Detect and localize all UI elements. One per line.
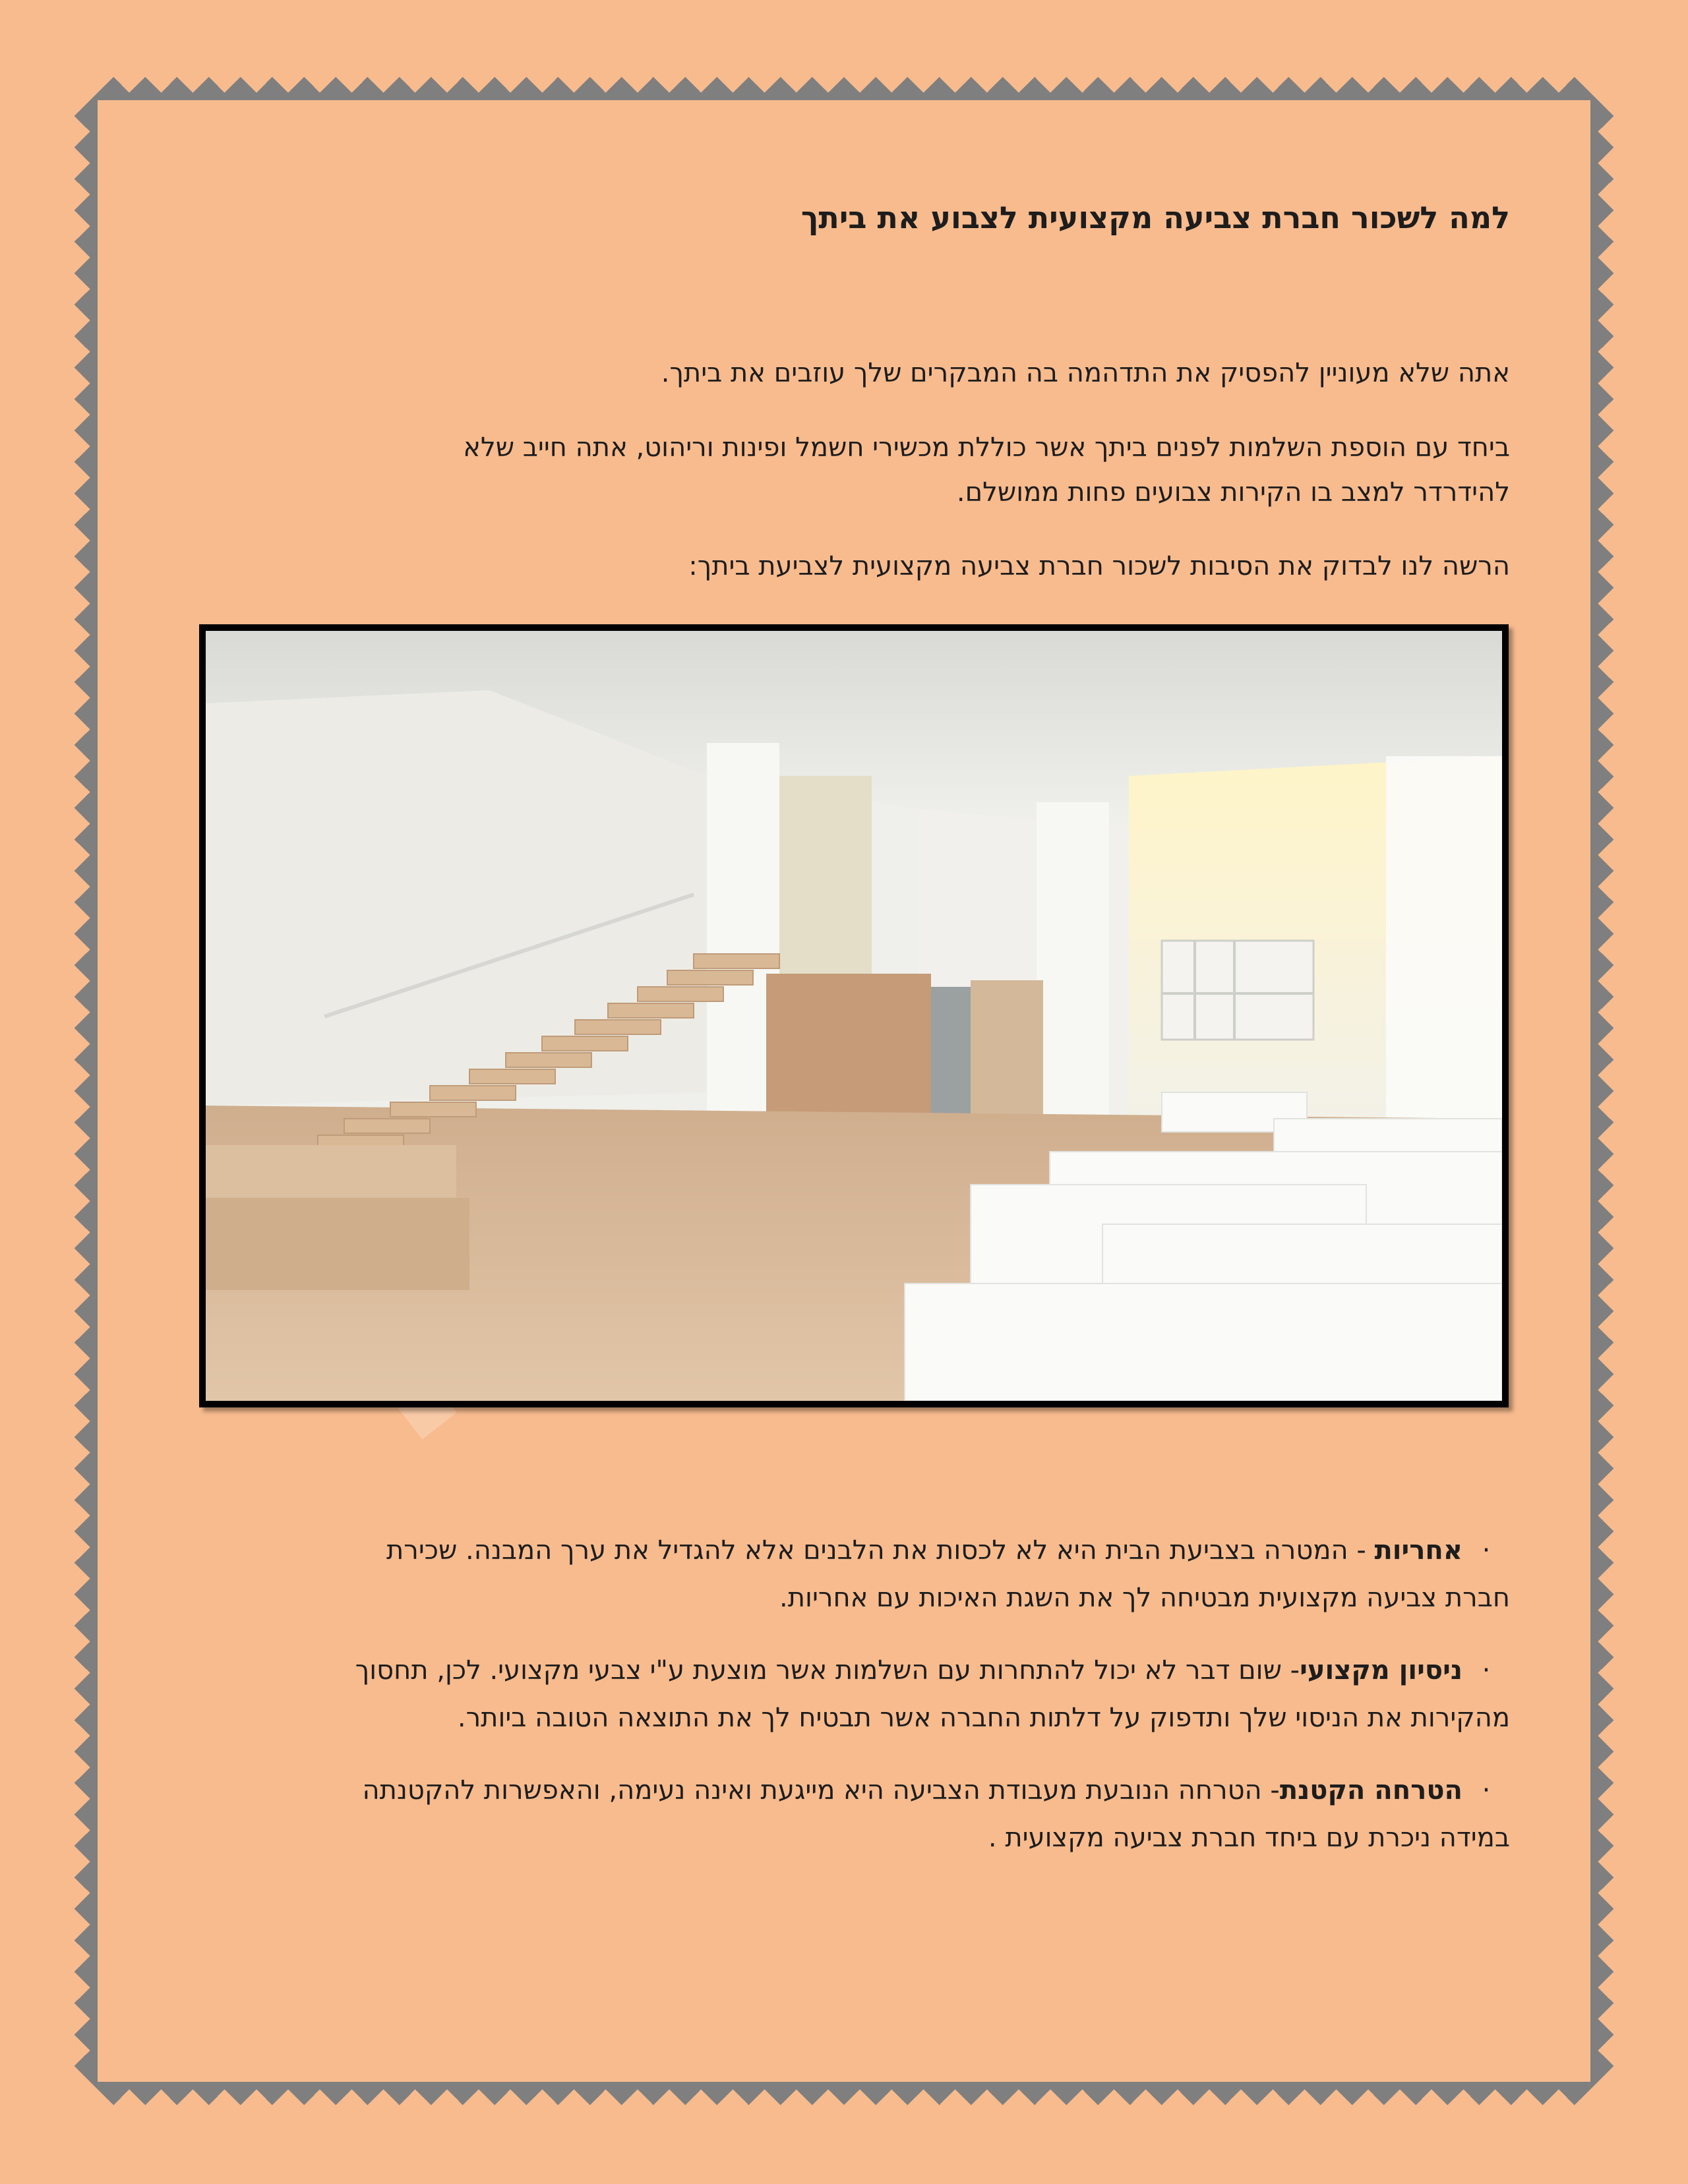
list-item-hassle: [362, 1767, 1510, 1862]
paragraph-body-line-1: ביחד עם הוספת השלמות לפנים ביתך אשר כוללת מכשירי חשמל ופינות וריהוט, אתה חייב שלא: [463, 432, 1510, 463]
list-item-experience: [355, 1647, 1510, 1742]
bullet-term: אחריות: [1374, 1535, 1462, 1566]
bullet-term: הטרחה הקטנת: [1279, 1775, 1462, 1806]
interior-photo: [199, 624, 1509, 1407]
list-item-line: במידה ניכרת עם ביחד חברת צביעה מקצועית .: [988, 1823, 1510, 1853]
bullet-text: - שום דבר לא יכול להתחרות עם השלמות אשר מוצעת ע"י צבעי מקצועי. לכן, תחסוך: [355, 1655, 1300, 1686]
paragraph-body-line-2: להידרדר למצב בו הקירות צבועים פחות ממושלם.: [956, 477, 1510, 508]
list-item-line: [362, 1767, 1510, 1814]
list-item-line: מהקירות את הניסוי שלך ותדפוק על דלתות החברה אשר תבטיח לך את התוצאה הטובה ביותר.: [457, 1703, 1510, 1733]
bullet-text: - המטרה בצביעת הבית היא לא לכסות את הלבנים אלא להגדיל את ערך המבנה. שכירת: [386, 1535, 1375, 1566]
bullet-icon: ·: [1482, 1775, 1491, 1806]
list-item-warranty: [386, 1527, 1510, 1622]
list-item-line: [355, 1647, 1510, 1694]
bullet-icon: ·: [1482, 1655, 1491, 1686]
page-title: למה לשכור חברת צביעה מקצועית לצבוע את ביתך: [800, 200, 1510, 235]
paragraph-intro: אתה שלא מעוניין להפסיק את התדהמה בה המבקרים שלך עוזבים את ביתך.: [661, 358, 1510, 388]
list-item-line: [386, 1527, 1510, 1574]
bullet-term: ניסיון מקצועי: [1300, 1655, 1462, 1686]
bullet-icon: ·: [1482, 1535, 1491, 1566]
living-room-illustration: [206, 631, 1502, 1401]
bullet-text: - הטרחה הנובעת מעבודת הצביעה היא מייגעת ואינה נעימה, והאפשרות להקטנתה: [362, 1775, 1280, 1806]
list-item-line: חברת צביעה מקצועית מבטיחה לך את השגת האיכות עם אחריות.: [779, 1583, 1510, 1613]
paragraph-lead-in: הרשה לנו לבדוק את הסיבות לשכור חברת צביעה מקצועית לצביעת ביתך:: [688, 551, 1510, 581]
